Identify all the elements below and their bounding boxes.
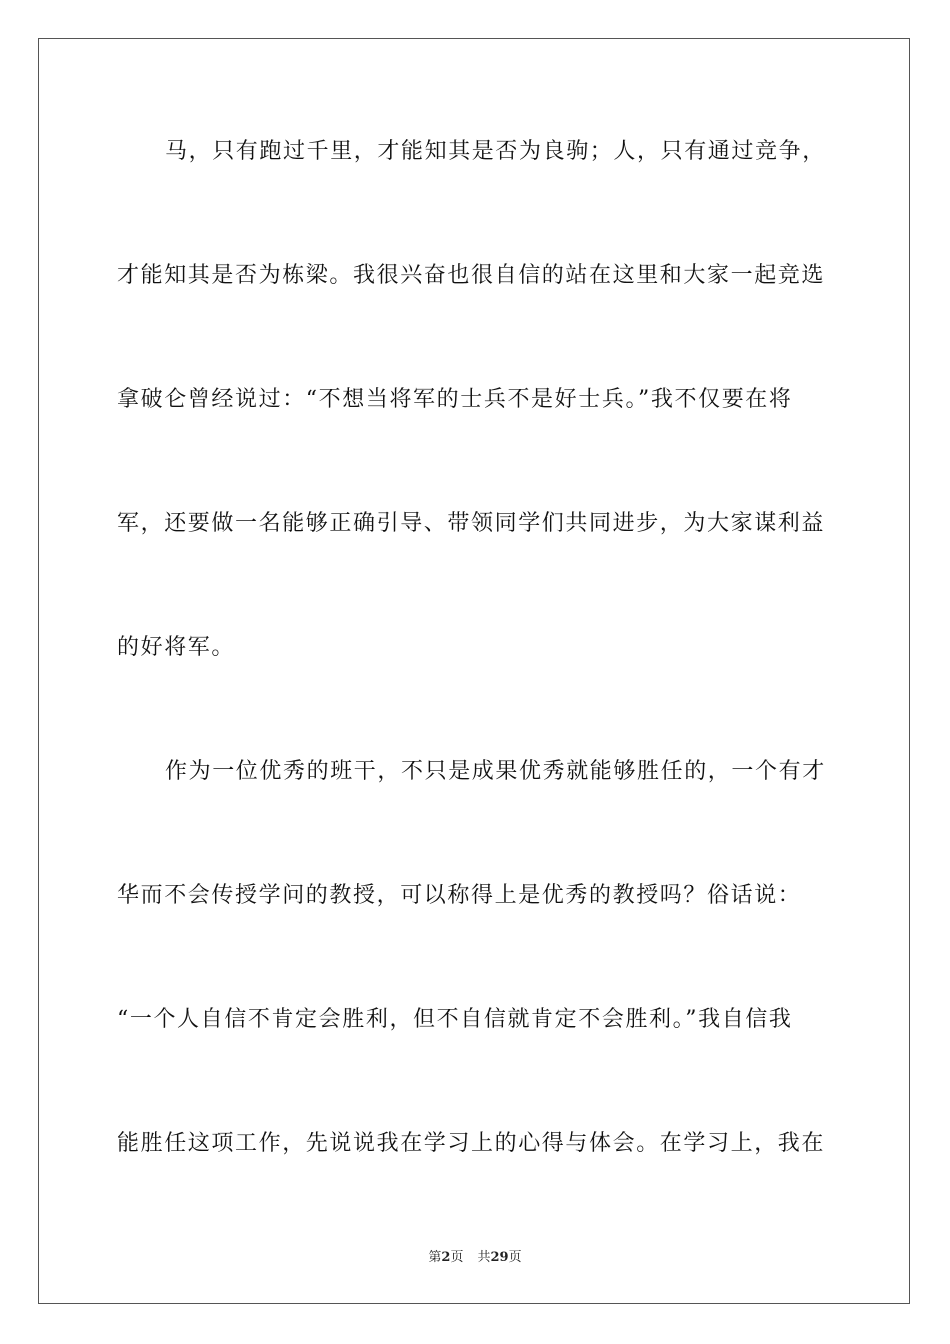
paragraph-2-line-3: “一个人自信不肯定会胜利，但不自信就肯定不会胜利。”我自信我 [117, 1007, 793, 1032]
total-pages: 29 [490, 1250, 509, 1265]
paragraph-2-line-2: 华而不会传授学问的教授，可以称得上是优秀的教授吗？俗话说： [117, 883, 802, 908]
page-suffix: 页 [450, 1250, 464, 1265]
paragraph-1-line-5: 的好将军。 [117, 635, 236, 660]
paragraph-1-line-1: 马，只有跑过千里，才能知其是否为良驹；人，只有通过竞争， [165, 139, 826, 164]
total-suffix: 页 [508, 1250, 522, 1265]
page-border [38, 38, 910, 1304]
paragraph-2-line-1: 作为一位优秀的班干，不只是成果优秀就能够胜任的，一个有才 [165, 759, 826, 784]
page-prefix: 第 [428, 1250, 442, 1265]
page-footer [0, 1246, 950, 1265]
paragraph-1-line-3: 拿破仑曾经说过：“不想当将军的士兵不是好士兵。”我不仅要在将 [117, 387, 793, 412]
paragraph-2-line-4: 能胜任这项工作，先说说我在学习上的心得与体会。在学习上，我在 [117, 1131, 826, 1156]
paragraph-1-line-2: 才能知其是否为栋梁。我很兴奋也很自信的站在这里和大家一起竞选 [117, 263, 826, 288]
paragraph-1-line-4: 军，还要做一名能够正确引导、带领同学们共同进步，为大家谋利益 [117, 511, 826, 536]
page-number: 2 [441, 1250, 451, 1265]
total-prefix: 共 [477, 1250, 491, 1265]
